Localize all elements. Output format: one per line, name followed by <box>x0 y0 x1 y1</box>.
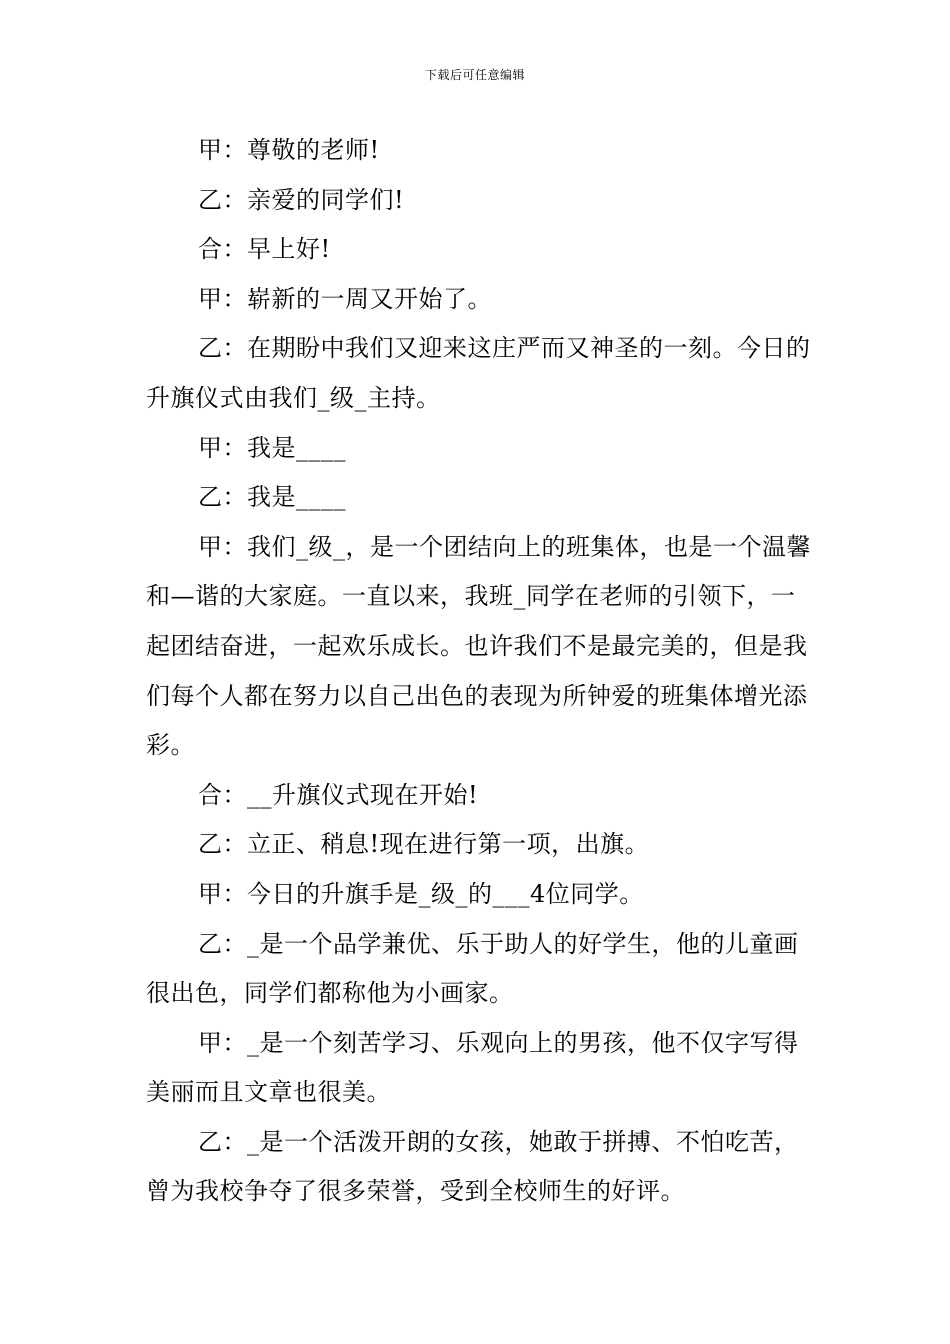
paragraph: 甲：尊敬的老师! <box>198 136 380 164</box>
page-header: 下载后可任意编辑 <box>424 68 525 82</box>
paragraph: 甲：崭新的一周又开始了。 <box>198 284 492 313</box>
paragraph: 甲：我们_级_，是一个团结向上的班集体，也是一个温馨和—谐的大家庭。一直以来，我班_同学在老师的引领下，一起团结奋进，一起欢乐成长。也许我们不是最完美的，但是我们每个人都在努力以自己出色的表现为所钟爱的班集体增光添彩。 <box>146 532 811 760</box>
paragraph: 甲：今日的升旗手是_级_的___4位同学。 <box>198 879 644 908</box>
paragraph: 乙：_是一个品学兼优、乐于助人的好学生，他的儿童画很出色，同学们都称他为小画家。 <box>146 929 799 1008</box>
paragraph: 乙：_是一个活泼开朗的女孩，她敢于拼搏、不怕吃苦，曾为我校争夺了很多荣誉，受到全校师生的好评。 <box>146 1127 799 1206</box>
paragraph: 甲：我是____ <box>198 433 346 462</box>
paragraph: 合：__升旗仪式现在开始! <box>198 780 479 809</box>
paragraph: 乙：我是____ <box>198 483 346 512</box>
document-body <box>146 126 812 1217</box>
paragraph: 合：早上好! <box>198 235 331 264</box>
paragraph: 乙：立正、稍息!现在进行第一项，出旗。 <box>198 830 650 859</box>
paragraph: 甲：_是一个刻苦学习、乐观向上的男孩，他不仅字写得美丽而且文章也很美。 <box>146 1028 799 1107</box>
paragraph: 乙：在期盼中我们又迎来这庄严而又神圣的一刻。今日的升旗仪式由我们_级_主持。 <box>146 334 811 412</box>
paragraph: 乙：亲爱的同学们! <box>198 185 405 214</box>
